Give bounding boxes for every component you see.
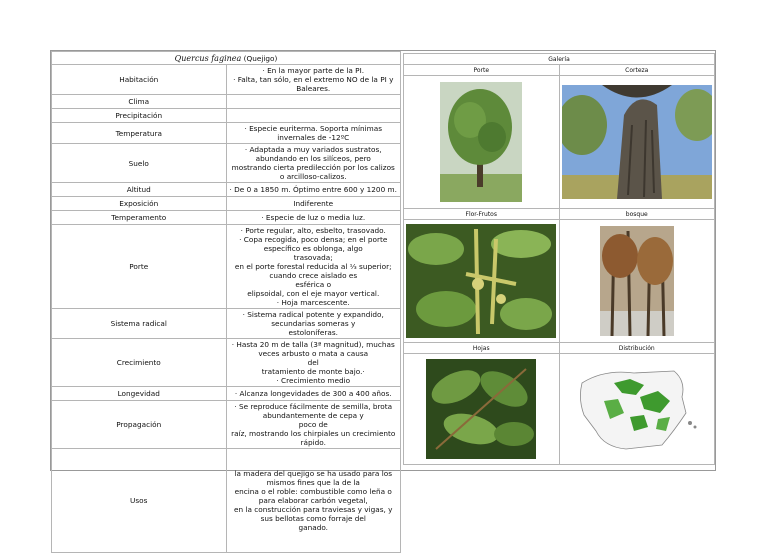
bark-photo-icon[interactable] [562, 85, 712, 199]
forest-photo-icon[interactable] [600, 226, 674, 336]
row-label: Temperatura [52, 123, 227, 144]
row-usos [52, 449, 401, 553]
row-label: Exposición [52, 197, 227, 211]
row-longevidad [52, 387, 401, 401]
row-label: Clima [52, 95, 227, 109]
info-panel [51, 51, 401, 532]
row-porte [52, 225, 401, 309]
row-value: · Sistema radical potente y expandido, secundarias someras y estoloníferas. [226, 309, 401, 339]
row-value [226, 95, 401, 109]
gallery-label-flor-frutos: Flor-Frutos [404, 209, 560, 220]
gallery-label-bosque: bosque [559, 209, 715, 220]
row-label: Sistema radical [52, 309, 227, 339]
row-value: · Adaptada a muy variados sustratos, abundando en los silíceos, pero mostrando cierta predilección por los calizos o arcilloso-calizos. [226, 144, 401, 183]
gallery-table [403, 53, 715, 465]
row-label: Temperamento [52, 211, 227, 225]
row-label: Habitación [52, 65, 227, 95]
row-value: · En la mayor parte de la PI. · Falta, tan sólo, en el extremo NO de la PI y Baleares. [226, 65, 401, 95]
row-temperatura [52, 123, 401, 144]
row-precipitacion [52, 109, 401, 123]
row-value: la madera del quejigo se ha usado para los mismos fines que la de la encina o el roble: combustible como leña o para elaborar carbón vegetal, en la construcción para traviesas y vigas, y sus bellotas como forraje del ganado. [226, 449, 401, 553]
species-name: Quercus faginea [174, 53, 242, 63]
row-value: · Especie euriterma. Soporta mínimas invernales de -12ºC [226, 123, 401, 144]
row-label: Altitud [52, 183, 227, 197]
flower-photo-icon[interactable] [406, 224, 556, 338]
row-label: Usos [52, 449, 227, 553]
row-value: · Porte regular, alto, esbelto, trasovado. · Copa recogida, poco densa; en el porte específico es oblonga, algo trasovada; en el porte forestal reducida al ⅓ superior; cuando crece aislado es esférica o elipsoidal, con el eje mayor vertical. · Hoja marcescente. [226, 225, 401, 309]
leaves-photo-icon[interactable] [426, 359, 536, 459]
row-value: Indiferente [226, 197, 401, 211]
row-clima [52, 95, 401, 109]
common-name: (Quejigo) [243, 53, 278, 63]
row-label: Propagación [52, 401, 227, 449]
row-value: · Alcanza longevidades de 300 a 400 años. [226, 387, 401, 401]
row-label: Longevidad [52, 387, 227, 401]
row-temperamento [52, 211, 401, 225]
row-value: · Hasta 20 m de talla (3ª magnitud), muchas veces arbusto o mata a causa del tratamiento de monte bajo.· · Crecimiento medio [226, 339, 401, 387]
distribution-map-icon[interactable] [574, 361, 700, 457]
row-label: Crecimiento [52, 339, 227, 387]
row-exposicion [52, 197, 401, 211]
row-propagacion [52, 401, 401, 449]
gallery-label-distribucion: Distribución [559, 343, 715, 354]
row-label: Precipitación [52, 109, 227, 123]
info-table [51, 51, 401, 553]
row-habitacion [52, 65, 401, 95]
gallery-label-hojas: Hojas [404, 343, 560, 354]
gallery-label-porte: Porte [404, 65, 560, 76]
row-altitud [52, 183, 401, 197]
row-crecimiento [52, 339, 401, 387]
sheet-title [52, 52, 401, 65]
gallery-title: Galería [404, 54, 715, 65]
tree-photo-icon[interactable] [440, 82, 522, 202]
row-value: · De 0 a 1850 m. Óptimo entre 600 y 1200 m. [226, 183, 401, 197]
row-sistema-radical [52, 309, 401, 339]
row-suelo [52, 144, 401, 183]
row-label: Porte [52, 225, 227, 309]
row-label: Suelo [52, 144, 227, 183]
row-value [226, 109, 401, 123]
row-value: · Se reproduce fácilmente de semilla, brota abundantemente de cepa y poco de raíz, mostrando los chirpiales un crecimiento rápido. [226, 401, 401, 449]
species-sheet [50, 50, 716, 532]
gallery-panel [403, 53, 713, 468]
gallery-label-corteza: Corteza [559, 65, 715, 76]
row-value: · Especie de luz o media luz. [226, 211, 401, 225]
